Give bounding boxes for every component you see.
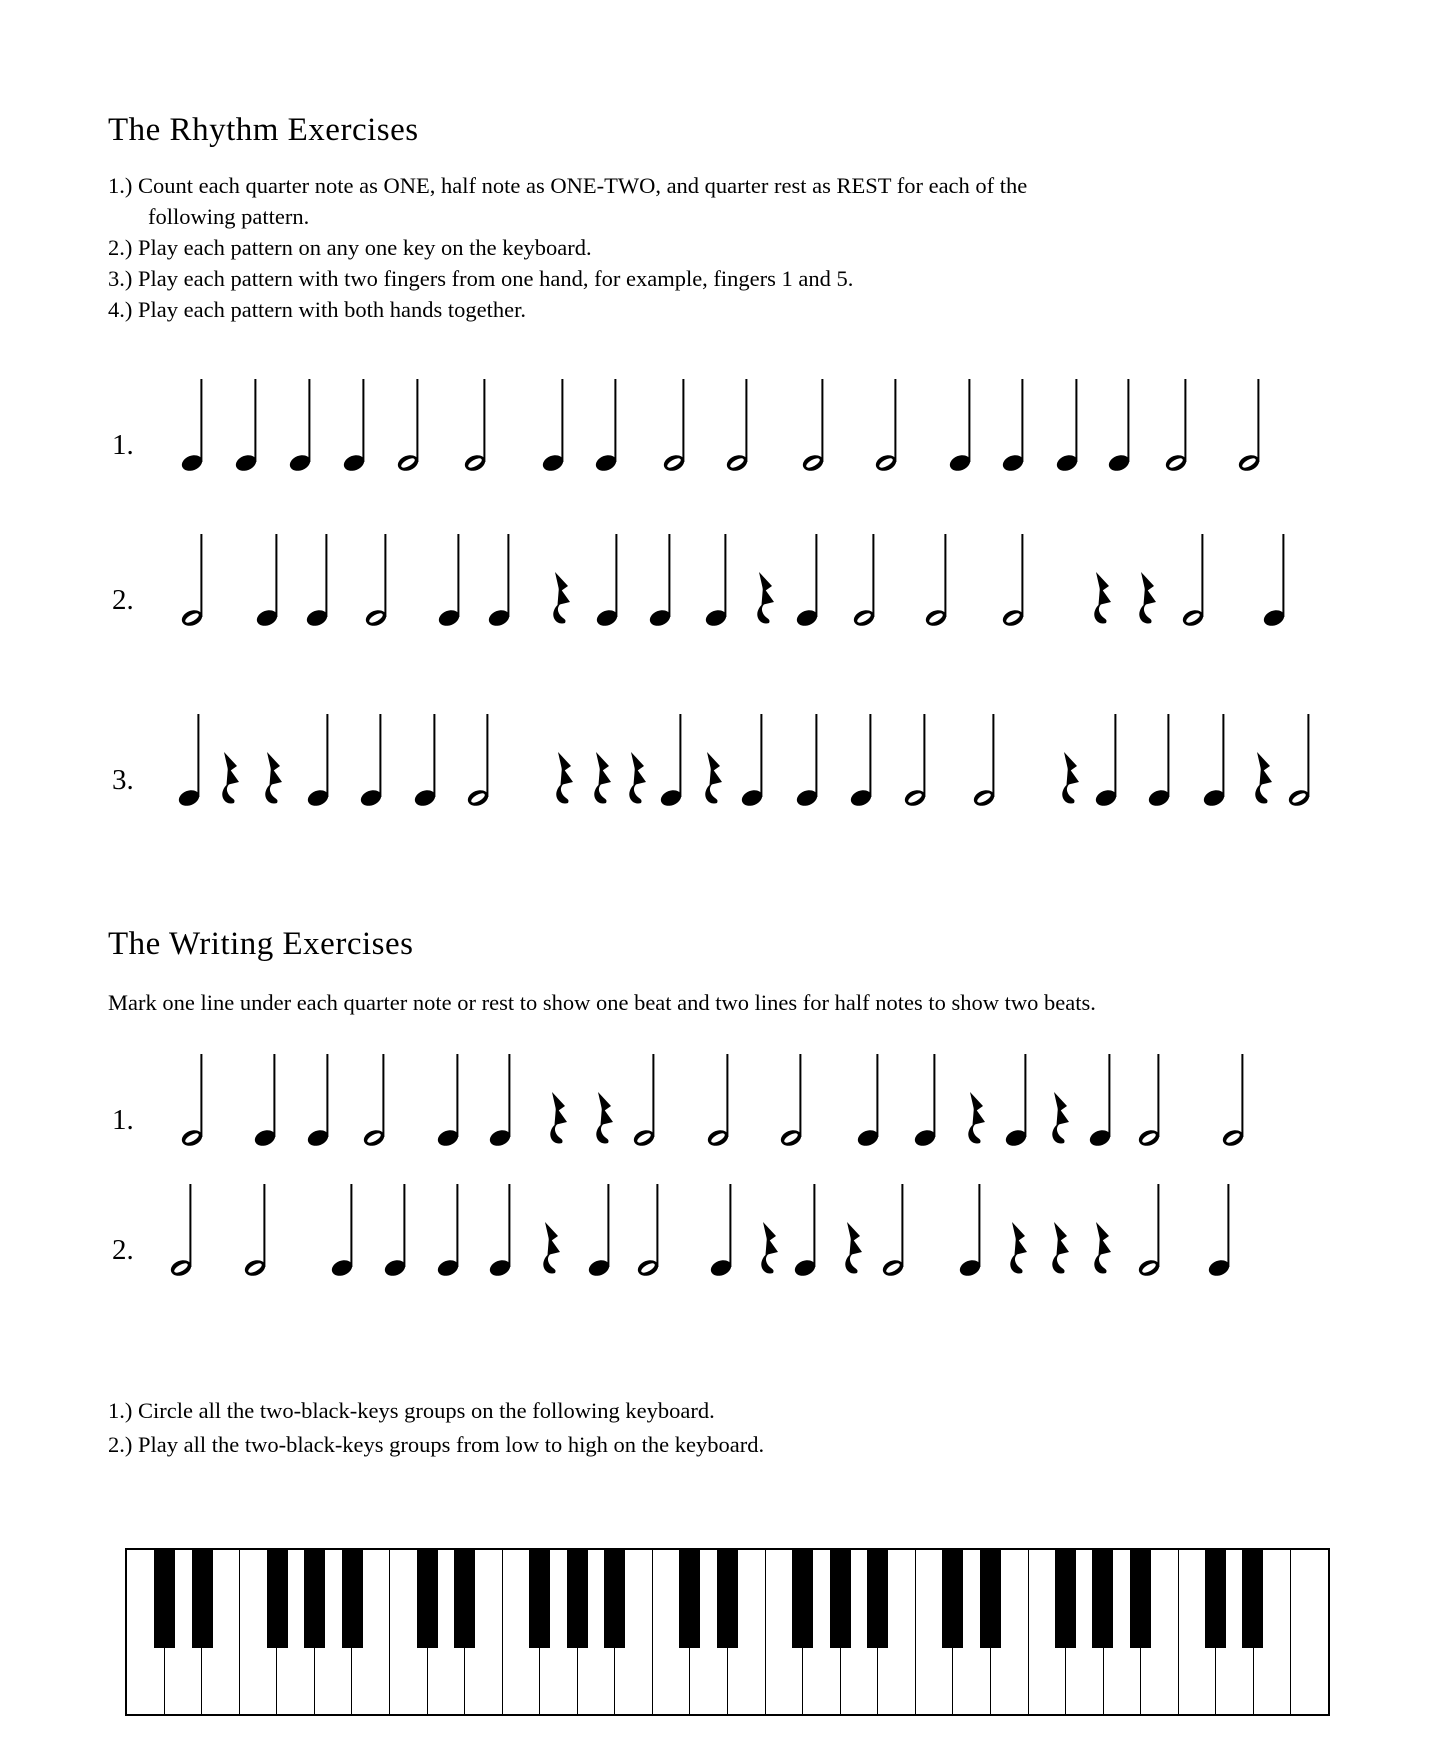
quarter-note-glyph bbox=[741, 708, 771, 812]
instruction-line: 2.) Play all the two-black-keys groups from low to high on the keyboard. bbox=[108, 1432, 765, 1457]
quarter-rest-glyph bbox=[553, 708, 583, 812]
black-key bbox=[417, 1550, 438, 1648]
black-key bbox=[830, 1550, 851, 1648]
quarter-rest-glyph bbox=[219, 708, 249, 812]
half-note-glyph bbox=[1238, 373, 1268, 477]
quarter-note-glyph bbox=[331, 1178, 361, 1282]
quarter-note-glyph bbox=[542, 373, 572, 477]
black-key bbox=[679, 1550, 700, 1648]
quarter-note-glyph bbox=[1056, 373, 1086, 477]
quarter-note-glyph bbox=[595, 373, 625, 477]
half-note-glyph bbox=[244, 1178, 274, 1282]
quarter-note-glyph bbox=[794, 1178, 824, 1282]
quarter-note-glyph bbox=[1002, 373, 1032, 477]
music-line-rhythm-3 bbox=[0, 708, 1440, 818]
instruction-line: 1.) Count each quarter note as ONE, half note as ONE-TWO, and quarter rest as REST for each of the bbox=[108, 173, 1028, 198]
quarter-note-glyph bbox=[438, 528, 468, 632]
half-note-glyph bbox=[397, 373, 427, 477]
quarter-note-glyph bbox=[796, 708, 826, 812]
quarter-rest-glyph bbox=[540, 1178, 570, 1282]
half-note-glyph bbox=[707, 1048, 737, 1152]
quarter-rest-glyph bbox=[591, 708, 621, 812]
quarter-rest-glyph bbox=[593, 1048, 623, 1152]
quarter-rest-glyph bbox=[1007, 1178, 1037, 1282]
half-note-glyph bbox=[637, 1178, 667, 1282]
quarter-note-glyph bbox=[949, 373, 979, 477]
half-note-glyph bbox=[663, 373, 693, 477]
instruction-line: 3.) Play each pattern with two fingers from one hand, for example, fingers 1 and 5. bbox=[108, 266, 854, 291]
half-note-glyph bbox=[875, 373, 905, 477]
half-note-glyph bbox=[363, 1048, 393, 1152]
quarter-note-glyph bbox=[289, 373, 319, 477]
quarter-note-glyph bbox=[1148, 708, 1178, 812]
quarter-note-glyph bbox=[596, 528, 626, 632]
quarter-note-glyph bbox=[306, 528, 336, 632]
instruction-line: 1.) Circle all the two-black-keys groups on the following keyboard. bbox=[108, 1398, 715, 1423]
quarter-rest-glyph bbox=[626, 708, 656, 812]
black-key bbox=[1130, 1550, 1151, 1648]
quarter-note-glyph bbox=[1263, 528, 1293, 632]
black-key bbox=[1205, 1550, 1226, 1648]
quarter-rest-glyph bbox=[1091, 528, 1121, 632]
quarter-note-glyph bbox=[256, 528, 286, 632]
quarter-rest-glyph bbox=[965, 1048, 995, 1152]
quarter-rest-glyph bbox=[547, 1048, 577, 1152]
quarter-note-glyph bbox=[437, 1048, 467, 1152]
black-key bbox=[304, 1550, 325, 1648]
black-key bbox=[192, 1550, 213, 1648]
instruction-line: 4.) Play each pattern with both hands together. bbox=[108, 297, 527, 322]
quarter-rest-glyph bbox=[1049, 1048, 1079, 1152]
half-note-glyph bbox=[882, 1178, 912, 1282]
half-note-glyph bbox=[464, 373, 494, 477]
half-note-glyph bbox=[365, 528, 395, 632]
half-note-glyph bbox=[925, 528, 955, 632]
black-key bbox=[454, 1550, 475, 1648]
music-line-writing-2 bbox=[0, 1178, 1440, 1288]
line-number-label: 3. bbox=[112, 764, 134, 796]
quarter-note-glyph bbox=[1108, 373, 1138, 477]
quarter-note-glyph bbox=[254, 1048, 284, 1152]
black-key bbox=[342, 1550, 363, 1648]
keyboard-instructions bbox=[108, 1394, 764, 1462]
writing-section-title: The Writing Exercises bbox=[108, 926, 414, 962]
quarter-note-glyph bbox=[857, 1048, 887, 1152]
quarter-note-glyph bbox=[1203, 708, 1233, 812]
quarter-note-glyph bbox=[360, 708, 390, 812]
instruction-line: following pattern. bbox=[148, 204, 310, 229]
black-key bbox=[792, 1550, 813, 1648]
line-number-label: 2. bbox=[112, 584, 134, 616]
quarter-note-glyph bbox=[1095, 708, 1125, 812]
quarter-rest-glyph bbox=[1252, 708, 1282, 812]
half-note-glyph bbox=[853, 528, 883, 632]
half-note-glyph bbox=[802, 373, 832, 477]
quarter-rest-glyph bbox=[758, 1178, 788, 1282]
quarter-note-glyph bbox=[489, 1048, 519, 1152]
white-key bbox=[1291, 1550, 1328, 1714]
quarter-note-glyph bbox=[588, 1178, 618, 1282]
quarter-rest-glyph bbox=[550, 528, 580, 632]
black-key bbox=[980, 1550, 1001, 1648]
half-note-glyph bbox=[1288, 708, 1318, 812]
rhythm-instructions bbox=[108, 170, 1027, 325]
quarter-note-glyph bbox=[414, 708, 444, 812]
instruction-line: 2.) Play each pattern on any one key on the keyboard. bbox=[108, 235, 592, 260]
half-note-glyph bbox=[170, 1178, 200, 1282]
black-key bbox=[1092, 1550, 1113, 1648]
piano-keyboard bbox=[125, 1548, 1330, 1716]
quarter-note-glyph bbox=[307, 1048, 337, 1152]
quarter-note-glyph bbox=[850, 708, 880, 812]
quarter-note-glyph bbox=[959, 1178, 989, 1282]
quarter-note-glyph bbox=[1208, 1178, 1238, 1282]
quarter-note-glyph bbox=[235, 373, 265, 477]
music-line-rhythm-1 bbox=[0, 373, 1440, 483]
rhythm-section-title: The Rhythm Exercises bbox=[108, 112, 419, 148]
half-note-glyph bbox=[904, 708, 934, 812]
quarter-rest-glyph bbox=[702, 708, 732, 812]
black-key bbox=[1055, 1550, 1076, 1648]
quarter-rest-glyph bbox=[262, 708, 292, 812]
quarter-note-glyph bbox=[384, 1178, 414, 1282]
half-note-glyph bbox=[1138, 1178, 1168, 1282]
half-note-glyph bbox=[780, 1048, 810, 1152]
quarter-note-glyph bbox=[437, 1178, 467, 1282]
line-number-label: 2. bbox=[112, 1234, 134, 1266]
quarter-note-glyph bbox=[489, 1178, 519, 1282]
quarter-rest-glyph bbox=[842, 1178, 872, 1282]
quarter-note-glyph bbox=[181, 373, 211, 477]
line-number-label: 1. bbox=[112, 1104, 134, 1136]
quarter-note-glyph bbox=[488, 528, 518, 632]
black-key bbox=[154, 1550, 175, 1648]
black-key bbox=[604, 1550, 625, 1648]
black-key bbox=[717, 1550, 738, 1648]
quarter-note-glyph bbox=[710, 1178, 740, 1282]
quarter-note-glyph bbox=[914, 1048, 944, 1152]
half-note-glyph bbox=[1138, 1048, 1168, 1152]
quarter-rest-glyph bbox=[754, 528, 784, 632]
quarter-note-glyph bbox=[660, 708, 690, 812]
half-note-glyph bbox=[1222, 1048, 1252, 1152]
black-key bbox=[267, 1550, 288, 1648]
half-note-glyph bbox=[1182, 528, 1212, 632]
line-number-label: 1. bbox=[112, 429, 134, 461]
half-note-glyph bbox=[1165, 373, 1195, 477]
half-note-glyph bbox=[1002, 528, 1032, 632]
half-note-glyph bbox=[467, 708, 497, 812]
quarter-note-glyph bbox=[1089, 1048, 1119, 1152]
half-note-glyph bbox=[633, 1048, 663, 1152]
writing-instruction: Mark one line under each quarter note or rest to show one beat and two lines for half notes to show two beats. bbox=[108, 990, 1096, 1015]
quarter-note-glyph bbox=[649, 528, 679, 632]
quarter-rest-glyph bbox=[1136, 528, 1166, 632]
quarter-note-glyph bbox=[796, 528, 826, 632]
half-note-glyph bbox=[726, 373, 756, 477]
quarter-note-glyph bbox=[1005, 1048, 1035, 1152]
black-key bbox=[942, 1550, 963, 1648]
quarter-note-glyph bbox=[307, 708, 337, 812]
black-key bbox=[1242, 1550, 1263, 1648]
half-note-glyph bbox=[181, 528, 211, 632]
quarter-note-glyph bbox=[178, 708, 208, 812]
half-note-glyph bbox=[181, 1048, 211, 1152]
half-note-glyph bbox=[973, 708, 1003, 812]
music-line-rhythm-2 bbox=[0, 528, 1440, 638]
black-key bbox=[867, 1550, 888, 1648]
quarter-note-glyph bbox=[343, 373, 373, 477]
quarter-rest-glyph bbox=[1059, 708, 1089, 812]
music-line-writing-1 bbox=[0, 1048, 1440, 1158]
quarter-rest-glyph bbox=[1049, 1178, 1079, 1282]
quarter-note-glyph bbox=[705, 528, 735, 632]
black-key bbox=[567, 1550, 588, 1648]
black-key bbox=[529, 1550, 550, 1648]
quarter-rest-glyph bbox=[1091, 1178, 1121, 1282]
